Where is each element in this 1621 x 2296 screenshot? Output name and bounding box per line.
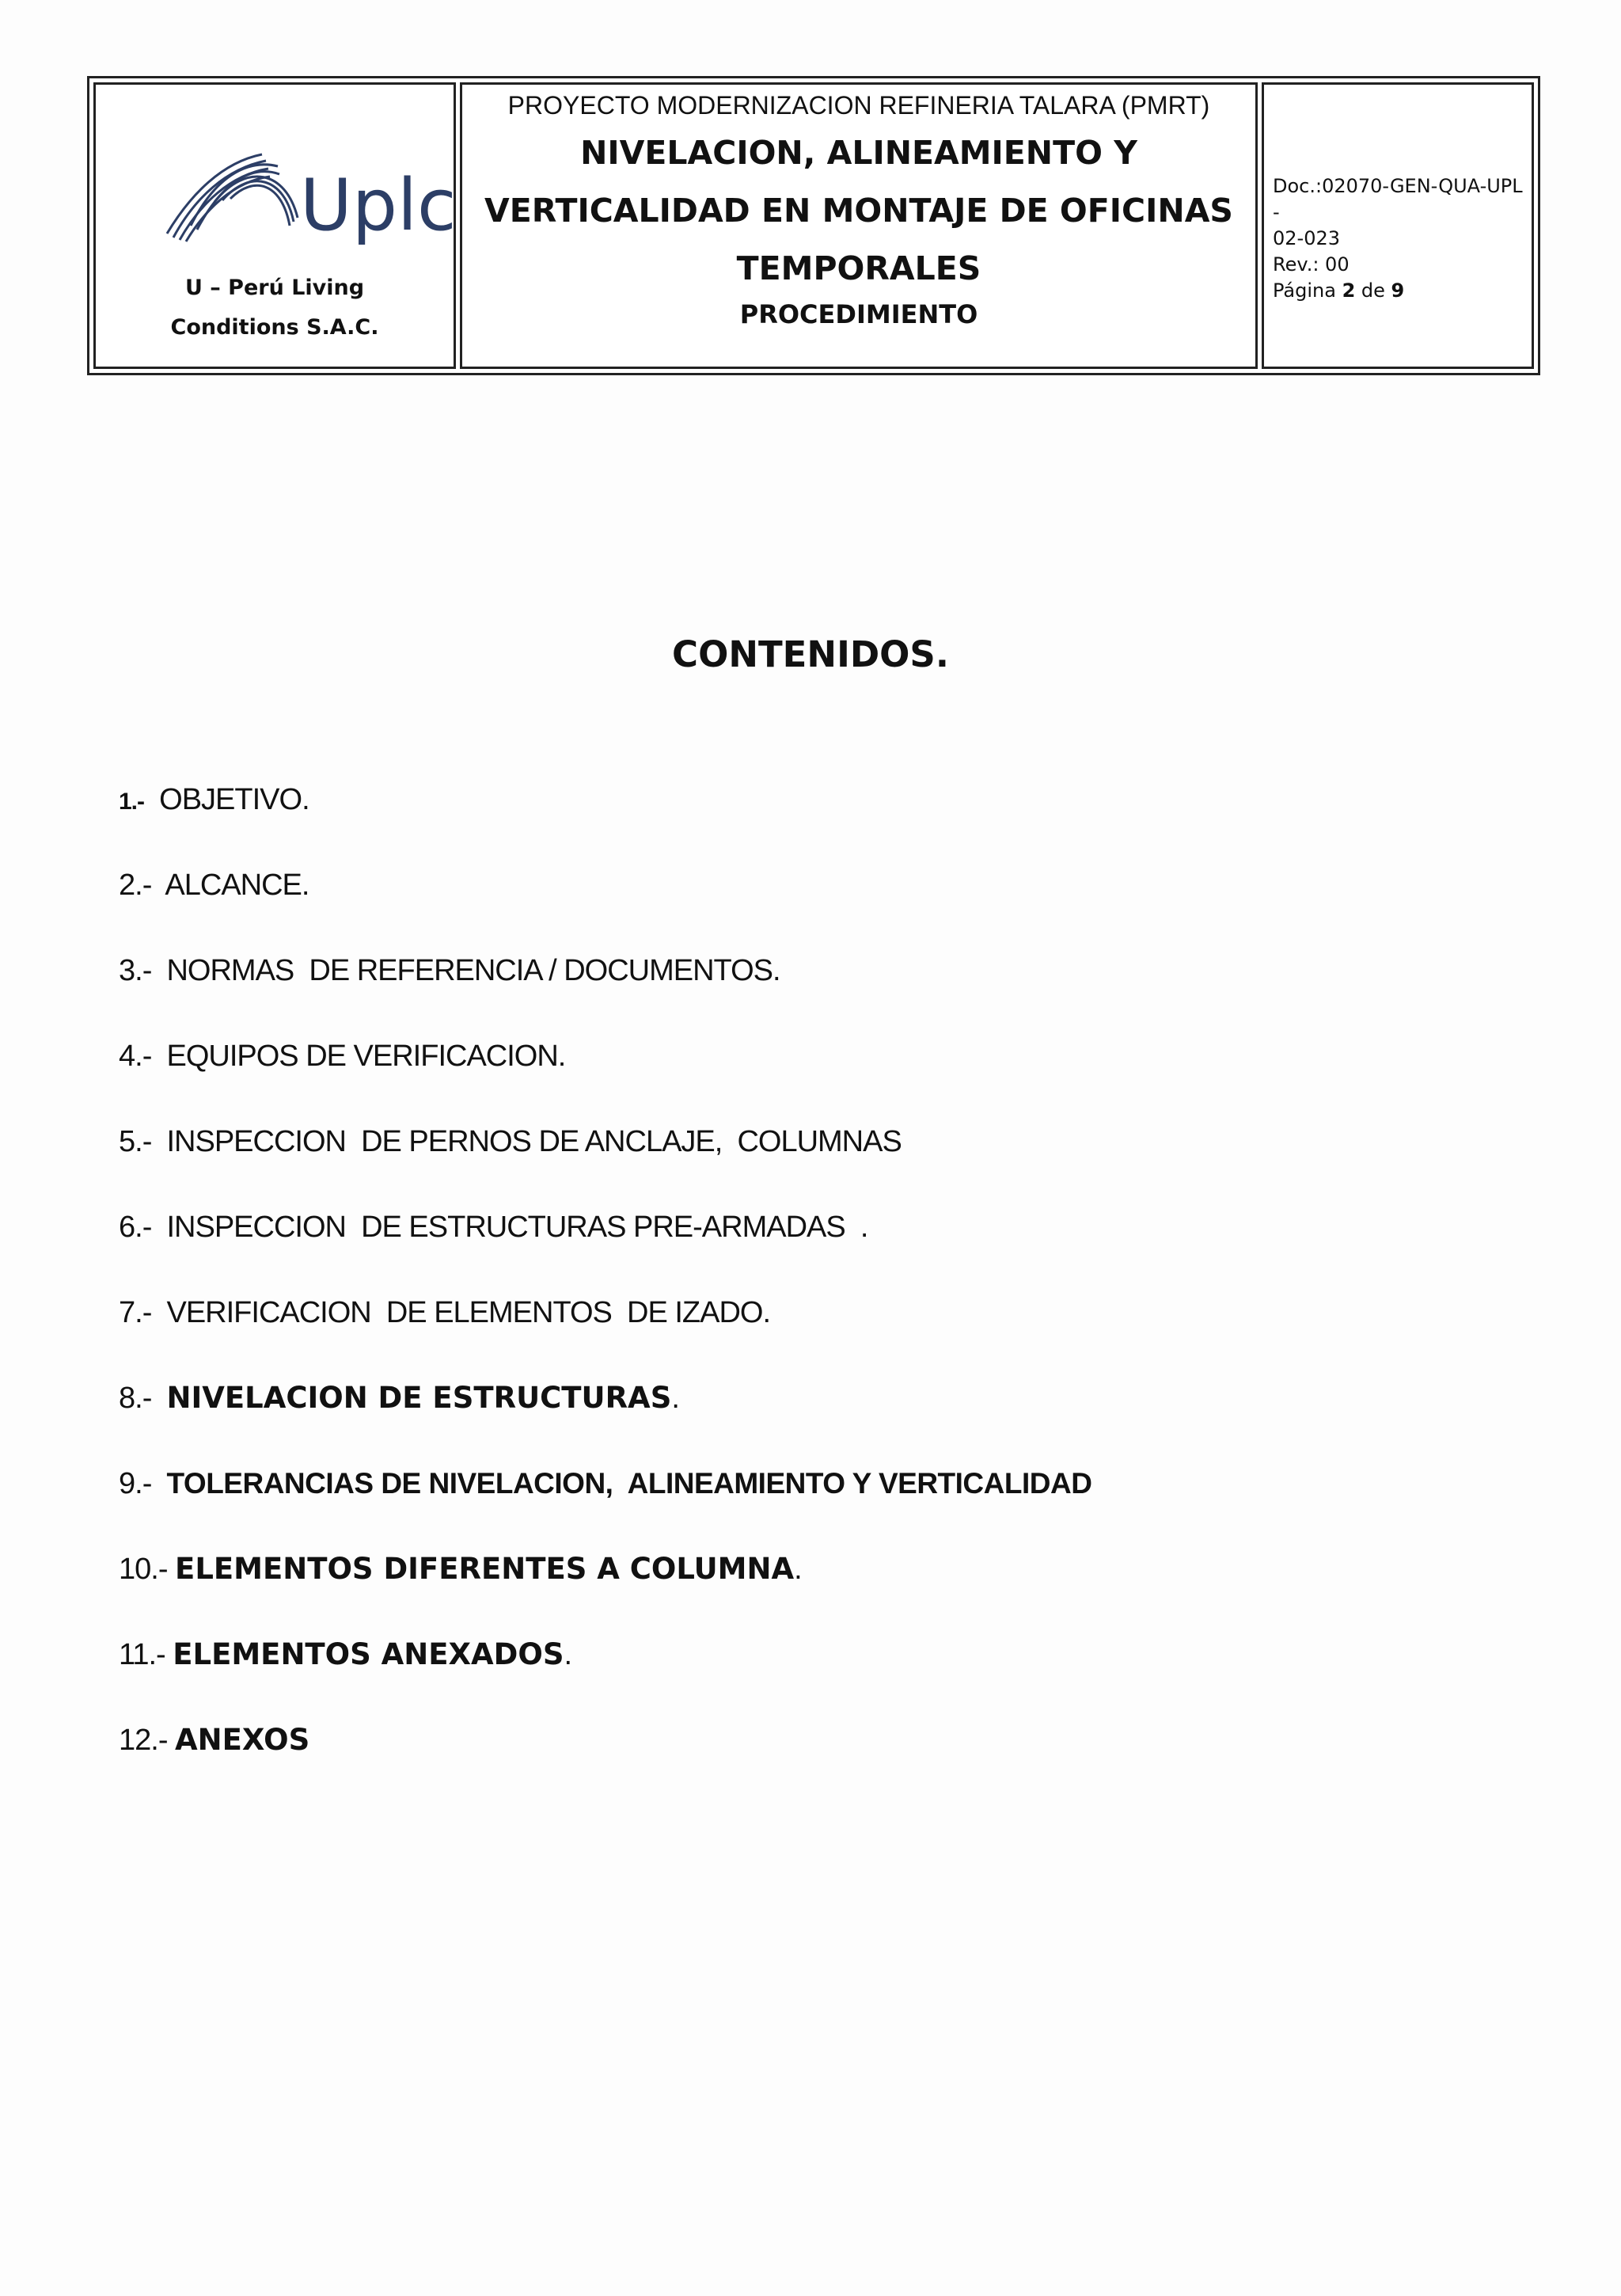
table-of-contents: [119, 780, 1091, 1806]
toc-item-3: 3.- NORMAS DE REFERENCIA / DOCUMENTOS.: [119, 954, 780, 987]
company-name-line2: Conditions S.A.C.: [170, 315, 379, 340]
toc-item-12: 12.- ANEXOS: [119, 1723, 310, 1757]
title-cell: [460, 82, 1258, 369]
contents-title: CONTENIDOS.: [672, 633, 949, 675]
company-logo: [159, 146, 457, 249]
project-name: PROYECTO MODERNIZACION REFINERIA TALARA (PMRT): [507, 91, 1210, 120]
toc-item-4: 4.- EQUIPOS DE VERIFICACION.: [119, 1040, 566, 1073]
company-logo-cell: [93, 82, 456, 369]
document-title-line3: TEMPORALES: [736, 249, 981, 287]
revision: Rev.: 00: [1273, 253, 1350, 276]
document-title: [462, 124, 1255, 298]
document-code-line2: 02-023: [1273, 227, 1341, 249]
company-name: [96, 268, 454, 348]
document-info-cell: [1262, 82, 1534, 369]
toc-item-5: 5.- INSPECCION DE PERNOS DE ANCLAJE, COLUMNAS: [119, 1125, 902, 1158]
document-title-line1: NIVELACION, ALINEAMIENTO Y: [580, 134, 1137, 172]
document-header: [87, 76, 1540, 375]
svg-text:Uplc: Uplc: [300, 164, 457, 247]
toc-item-10: 10.- ELEMENTOS DIFERENTES A COLUMNA.: [119, 1552, 802, 1586]
toc-item-7: 7.- VERIFICACION DE ELEMENTOS DE IZADO.: [119, 1296, 771, 1329]
document-title-line2: VERTICALIDAD EN MONTAJE DE OFICINAS: [484, 192, 1233, 230]
company-name-line1: U – Perú Living: [184, 276, 365, 300]
toc-item-1: 1.- OBJETIVO.: [119, 783, 309, 816]
toc-item-9: 9.- TOLERANCIAS DE NIVELACION, ALINEAMIENTO Y VERTICALIDAD: [119, 1467, 1092, 1500]
document-code-line1: Doc.:02070-GEN-QUA-UPL-: [1273, 175, 1523, 223]
page-indicator: Página 2 de 9: [1273, 279, 1405, 302]
toc-item-6: 6.- INSPECCION DE ESTRUCTURAS PRE-ARMADAS .: [119, 1211, 868, 1244]
toc-item-11: 11.- ELEMENTOS ANEXADOS.: [119, 1637, 572, 1671]
document-type: PROCEDIMIENTO: [739, 299, 978, 329]
toc-item-2: 2.- ALCANCE.: [119, 869, 309, 902]
toc-item-8: 8.- NIVELACION DE ESTRUCTURAS.: [119, 1381, 679, 1415]
